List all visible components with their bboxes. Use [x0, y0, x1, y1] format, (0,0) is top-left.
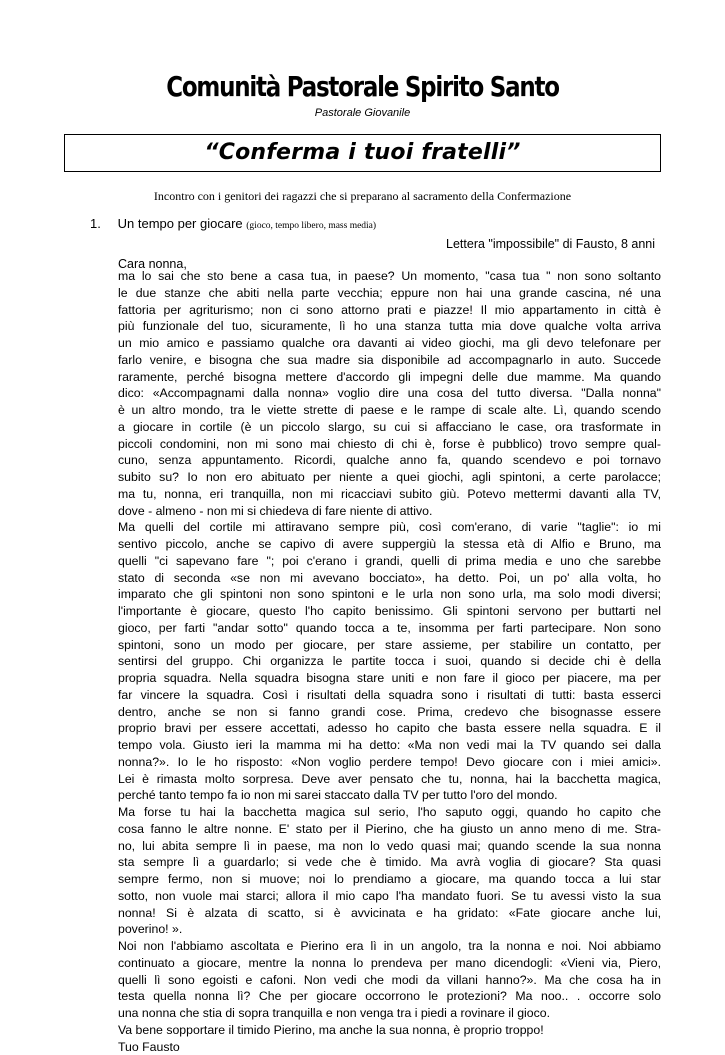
letter-line: sentivo piccolo, anche se capivo di avere suppergiù la stessa età di Alfio e Bruno, ma — [118, 536, 661, 553]
letter-line: subito su? Io non ero abituato per niente a quei giochi, agli spintoni, a certe parolacce; — [118, 469, 661, 486]
letter-line: continuato a giocare, mentre la nonna lo prendeva per mano dicendogli: «Vieni via, Piero, — [118, 955, 661, 972]
letter-line: sentirsi del gruppo. Chi organizza le partite tocca i suoi, quando si decide chi è della — [118, 653, 661, 670]
letter-line: cuno, senza appuntamento. Ricordi, qualche anno fa, quando scendevo e poi tornavo — [118, 452, 661, 469]
letter-salutation: Cara nonna, — [118, 257, 187, 271]
letter-line: le due stanze che abiti nella parte vecchia; eppure non hai una grande cascina, né una — [118, 285, 661, 302]
letter-line: piccoli condomini, non mi sono mai chiesto di chi è, forse è pubblico) trovo sempre qual- — [118, 436, 661, 453]
letter-line: dentro, anche se non si fanno grandi cose. Prima, credevo che bisognasse essere — [118, 704, 661, 721]
letter-line: nonna! Si è alzata di scatto, si è avvicinata e ha gridato: «Fate giocare anche lui, — [118, 905, 661, 922]
letter-line: ma lo sai che sto bene a casa tua, in paese? Un momento, "casa tua " non sono soltanto — [118, 268, 661, 285]
letter-line: fattoria per agriturismo; non ci sono attorno prati e piazze! Il mio appartamento in città è — [118, 302, 661, 319]
letter-line: no, lui abita sempre lì in paese, ma non lo vedo quasi mai; quando scende la sua nonna — [118, 838, 661, 855]
title-banner — [64, 134, 661, 172]
intro-text: Incontro con i genitori dei ragazzi che si preparano al sacramento della Confermazione — [0, 189, 725, 204]
letter-line: quelli lì sono egoisti e cafoni. Non vedi che modi da villani hanno?». Ma che cosa ha in — [118, 972, 661, 989]
letter-line: l'importante è giocare, questo l'ho capito benissimo. Gli spintoni servono per buttarti nel — [118, 603, 661, 620]
letter-line: propria squadra. Nella squadra bisogna stare uniti e non fare il gioco per piacere, ma per — [118, 670, 661, 687]
letter-line: dove - almeno - non mi si chiedeva di fare niente di attivo. — [118, 503, 661, 520]
letter-line: raramente, perché bisogna mettere d'accordo gli impegni delle due mamme. Ma quando — [118, 369, 661, 386]
letter-line: un mio amico e passiamo qualche ora davanti ai video giochi, ma gli devo telefonare per — [118, 335, 661, 352]
letter-line: una nonna che stia di sopra tranquilla e non venga tra i piedi a rovinare il gioco. — [118, 1005, 661, 1022]
letter-line: Noi non l'abbiamo ascoltata e Pierino era lì in un angolo, tra la nonna e noi. Noi abbiamo — [118, 938, 661, 955]
letter-line: spintoni, sono un modo per giocare, per stare assieme, per stabilire un contatto, per — [118, 637, 661, 654]
letter-line: tempo vola. Giusto ieri la mamma mi ha detto: «Ma non vedi mai la TV quando sei dalla — [118, 737, 661, 754]
letter-line: stato di seconda «se non mi avevano bocciato», ha detto. Poi, un po' alla volta, ho — [118, 570, 661, 587]
letter-line: poverino! ». — [118, 921, 661, 938]
letter-line: a giocare in cortile (è un piccolo slargo, su cui si affacciano le case, ora trasformate in — [118, 419, 661, 436]
letter-line: sempre fermo, non si muove; noi lo prendiamo a giocare, ma quando tocca a lui star — [118, 871, 661, 888]
letter-line: dico: «Accompagnami dalla nonna» voglio dire una cosa del tutto diversa. "Dalla nonna" — [118, 385, 661, 402]
section-title: Un tempo per giocare — [118, 216, 243, 231]
page-subtitle: Pastorale Giovanile — [0, 107, 725, 119]
letter-line: quelli "ci sapevano fare "; poi c'erano i grandi, quelli di prima media e uno che sarebbe — [118, 553, 661, 570]
letter-line: gioco, per farti "andar sotto" quando tocca a te, insomma per farti partecipare. Non sono — [118, 620, 661, 637]
section-heading — [90, 216, 690, 231]
letter-source: Lettera "impossibile" di Fausto, 8 anni — [446, 237, 655, 251]
letter-line: Ma forse tu hai la bacchetta magica sul serio, l'ho saputo oggi, quando ho capito che — [118, 804, 661, 821]
letter-line: più funzionale del tuo, sicuramente, lì ho una stanza tutta mia dove qualche volta arriva — [118, 318, 661, 335]
banner-title: “Conferma i tuoi fratelli” — [204, 140, 520, 165]
letter-line: sotto, non vuole mai starci; allora il mio capo l'ha mandato fuori. Se tu avessi visto la sua — [118, 888, 661, 905]
letter-line: farlo venire, e bisogna che sua madre sia disponibile ad accompagnarlo in auto. Succede — [118, 352, 661, 369]
section-note: (gioco, tempo libero, mass media) — [246, 221, 376, 231]
letter-line: sta sempre lì a guardarlo; si vede che è timido. Ma avrà voglia di giocare? Sta quasi — [118, 854, 661, 871]
section-number: 1. — [90, 216, 114, 231]
letter-line: Tuo Fausto — [118, 1039, 661, 1055]
letter-line: Lei è rimasta molto sorpresa. Deve aver pensato che tu, nonna, hai la bacchetta magica, — [118, 771, 661, 788]
letter-line: cosa fanno le altre nonne. E' stato per il Pierino, che ha giusto un anno meno di me. Stra- — [118, 821, 661, 838]
letter-line: perché tanto tempo fa io non mi sarei staccato dalla TV per tutto l'oro del mondo. — [118, 787, 661, 804]
letter-line: Ma quelli del cortile mi attiravano sempre più, così com'erano, di varie "taglie": io mi — [118, 519, 661, 536]
letter-line: nonna?». Io le ho risposto: «Non voglio perdere tempo! Devo giocare con i miei amici». — [118, 754, 661, 771]
letter-line: è un altro mondo, tra le viette strette di paese e le rampe di scale alte. Lì, quando scendo — [118, 402, 661, 419]
letter-line: Va bene sopportare il timido Pierino, ma anche la sua nonna, è proprio troppo! — [118, 1022, 661, 1039]
letter-line: testa quella nonna lì? Che per giocare occorrono le protezioni? Ma noo.. . occorre solo — [118, 988, 661, 1005]
letter-line: far vincere la squadra. Così i risultati della squadra sono i risultati di tutti: basta esserci — [118, 687, 661, 704]
letter-line: proprio bravi per essere accettati, adesso ho capito che basta essere nella squadra. E il — [118, 720, 661, 737]
letter-body — [118, 268, 661, 1055]
page-title: Comunità Pastorale Spirito Santo — [65, 70, 660, 104]
letter-line: imparato che gli spintoni non sono spintoni e le urla non sono urla, ma solo modi diversi; — [118, 586, 661, 603]
letter-line: ma tu, nonna, eri tranquilla, non mi ricacciavi subito giù. Potevo mettermi davanti alla TV, — [118, 486, 661, 503]
